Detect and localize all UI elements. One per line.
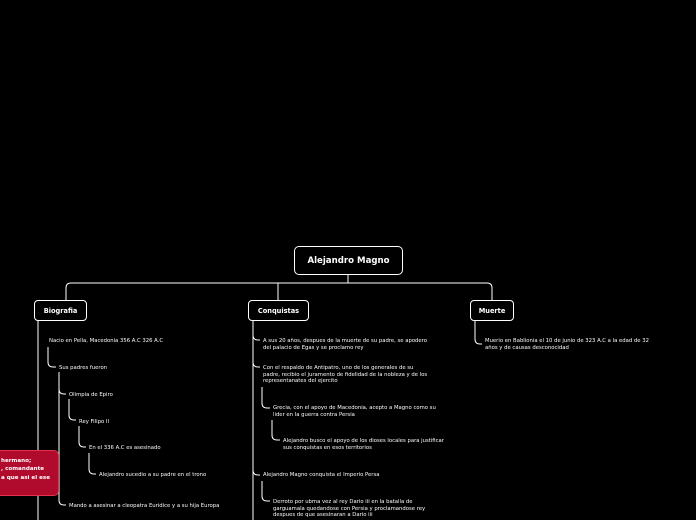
muerte-item-line: Muerio en Bablionia el 10 de junio de 323 A.C a la edad de 32: [485, 338, 649, 344]
conquistas-item-line: Alejandro busco el apoyo de los dioses locales para justificar: [283, 438, 444, 444]
note-line: hermano;: [1, 458, 32, 464]
conquistas-item-line: Grecia, con el apoyo de Macedonia, acepto a Magno como su: [273, 405, 436, 411]
note-line: , comandante: [1, 466, 45, 473]
branch-biografia[interactable]: [34, 300, 87, 321]
branch-conquistas-label: Conquistas: [257, 306, 300, 315]
conquistas-item-line: Derroto por ubma vez al rey Dario iii en la batalla de: [273, 499, 413, 505]
muerte-item[interactable]: [485, 338, 649, 351]
branch-biografia-label: Biografia: [43, 306, 78, 315]
biografia-item[interactable]: Rey Filipo II: [79, 419, 110, 425]
biografia-item[interactable]: Alejandro sucedio a su padre en el trono: [99, 472, 207, 478]
conquistas-item-line: representanates del ejercito: [263, 378, 338, 385]
biografia-item[interactable]: Sus padres fueron: [59, 365, 108, 371]
root-topic-label: Alejandro Magno: [307, 255, 390, 266]
conquistas-item[interactable]: [263, 365, 427, 385]
conquistas-item[interactable]: [263, 472, 379, 479]
conquistas-item-line: garguamala quedandose con Persia y proclamandose rey: [273, 505, 426, 512]
conquistas-item[interactable]: [273, 405, 436, 418]
conquistas-item[interactable]: [283, 438, 444, 451]
branch-muerte[interactable]: [470, 300, 514, 321]
conquistas-item[interactable]: [263, 338, 427, 351]
conquistas-item-line: Con el respaldo de Antipatro, uno de los generales de su: [263, 365, 414, 371]
branch-conquistas[interactable]: [248, 300, 309, 321]
conquistas-item-line: del palacio de Egas y se proclamo rey: [263, 344, 364, 351]
conquistas-item-line: sus conquistas en esos territorios: [283, 444, 372, 451]
conquistas-item-line: despues de que asesinaran a Dario iii: [273, 512, 373, 519]
conquistas-item-line: lider en la guerra contra Persia: [273, 411, 355, 418]
note-line: a que asi el ese: [1, 474, 50, 481]
conquistas-item[interactable]: [273, 499, 425, 519]
biografia-item[interactable]: En el 336 A.C es asesinado: [89, 445, 161, 451]
biografia-item[interactable]: Mando a asesinar a cleopatra Euridice y a su hija Europa: [69, 503, 220, 509]
conquistas-item-line: Alejandro Magno conquista el Imperio Persa: [263, 472, 380, 478]
biografia-item[interactable]: Nacio en Pella, Macedonia 356 A.C 326 A.C: [49, 338, 164, 344]
root-topic-alejandro-magno[interactable]: [294, 246, 403, 275]
conquistas-item-line: A sus 20 años, despues de la muerte de su padre, se apodero: [263, 338, 427, 344]
biografia-item[interactable]: Olimpia de Epiro: [69, 392, 113, 398]
branch-muerte-label: Muerte: [478, 306, 506, 315]
conquistas-item-line: padre, recibio el juramento de fidelidad de la nobleza y de los: [263, 371, 428, 378]
muerte-item-line: años y de causas desconocidad: [485, 344, 569, 351]
note-callout[interactable]: [0, 450, 59, 496]
